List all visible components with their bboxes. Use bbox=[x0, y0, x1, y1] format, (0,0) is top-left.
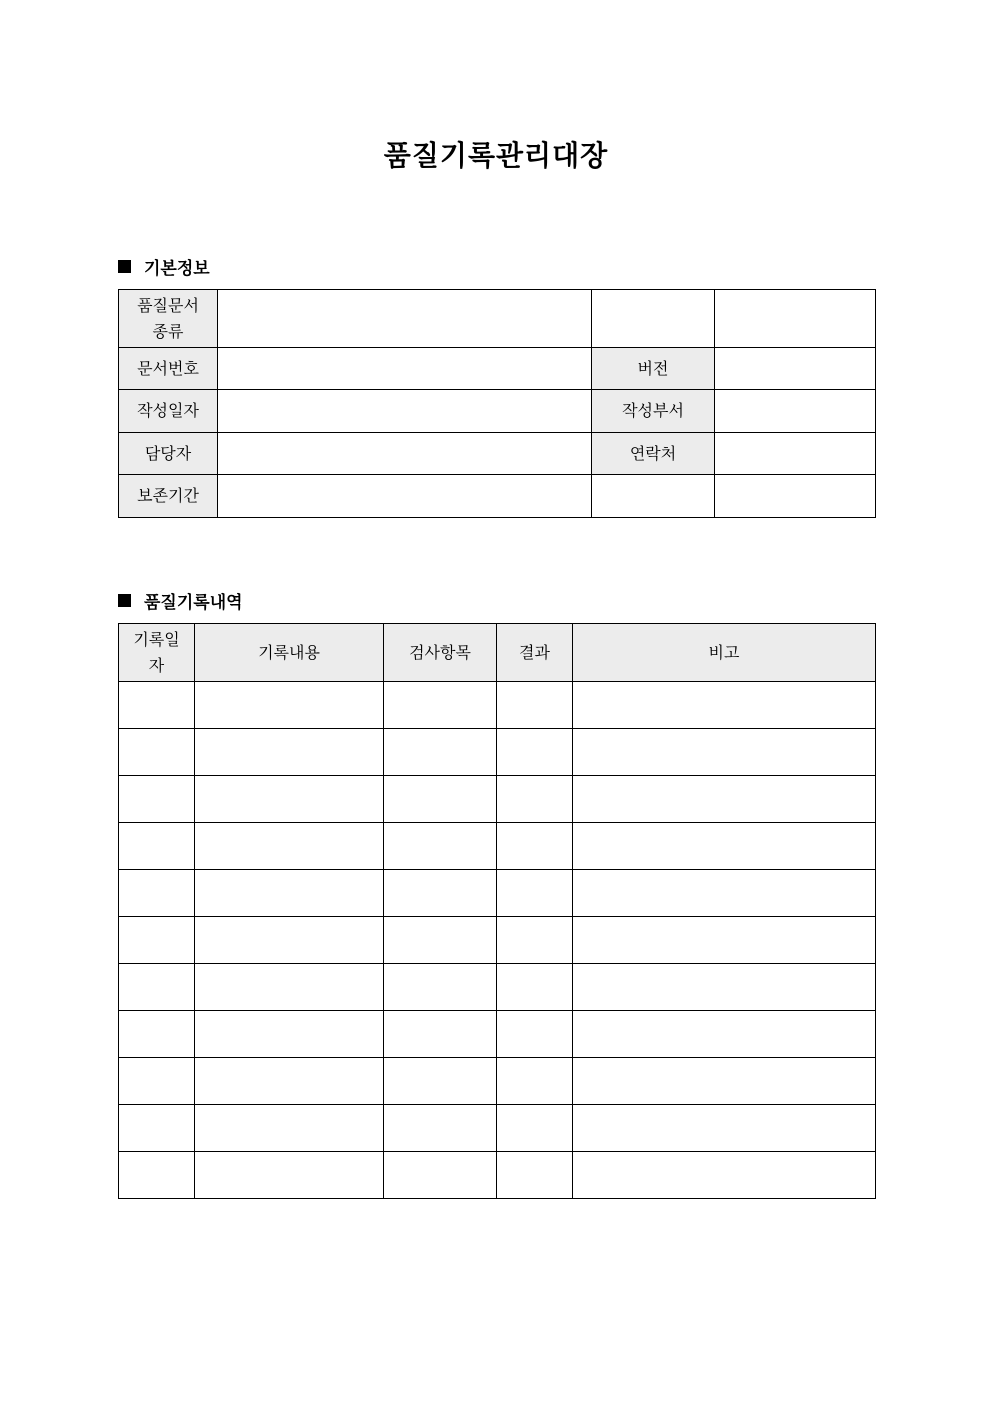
cell-remarks[interactable] bbox=[573, 1011, 876, 1058]
basic-info-label-2 bbox=[592, 475, 715, 518]
cell-result[interactable] bbox=[497, 682, 573, 729]
column-header-date bbox=[119, 624, 195, 682]
cell-remarks[interactable] bbox=[573, 729, 876, 776]
table-row bbox=[119, 776, 876, 823]
cell-result[interactable] bbox=[497, 964, 573, 1011]
cell-remarks[interactable] bbox=[573, 1152, 876, 1199]
table-row bbox=[119, 729, 876, 776]
cell-result[interactable] bbox=[497, 917, 573, 964]
column-header-inspection-item: 검사항목 bbox=[384, 624, 497, 682]
cell-date[interactable] bbox=[119, 1011, 195, 1058]
cell-date[interactable] bbox=[119, 729, 195, 776]
cell-date[interactable] bbox=[119, 870, 195, 917]
basic-info-heading bbox=[118, 254, 210, 279]
cell-result[interactable] bbox=[497, 823, 573, 870]
basic-info-label-2 bbox=[592, 290, 715, 348]
cell-date[interactable] bbox=[119, 964, 195, 1011]
cell-result[interactable] bbox=[497, 1105, 573, 1152]
basic-info-heading-text: 기본정보 bbox=[144, 259, 210, 279]
basic-info-label: 작성일자 bbox=[119, 390, 218, 433]
basic-info-label: 보존기간 bbox=[119, 475, 218, 518]
cell-content[interactable] bbox=[195, 870, 384, 917]
table-row bbox=[119, 1152, 876, 1199]
cell-inspection-item[interactable] bbox=[384, 964, 497, 1011]
basic-info-label-2: 작성부서 bbox=[592, 390, 715, 433]
cell-inspection-item[interactable] bbox=[384, 1152, 497, 1199]
basic-info-value[interactable] bbox=[218, 433, 592, 475]
basic-info-label: 담당자 bbox=[119, 433, 218, 475]
table-row bbox=[119, 964, 876, 1011]
square-bullet-icon bbox=[118, 594, 131, 607]
cell-date[interactable] bbox=[119, 1152, 195, 1199]
table-row bbox=[119, 1105, 876, 1152]
cell-remarks[interactable] bbox=[573, 1105, 876, 1152]
cell-remarks[interactable] bbox=[573, 964, 876, 1011]
column-header-content: 기록내용 bbox=[195, 624, 384, 682]
cell-content[interactable] bbox=[195, 823, 384, 870]
basic-info-value[interactable] bbox=[218, 290, 592, 348]
basic-info-label bbox=[119, 290, 218, 348]
cell-result[interactable] bbox=[497, 729, 573, 776]
basic-info-value[interactable] bbox=[218, 390, 592, 433]
cell-inspection-item[interactable] bbox=[384, 682, 497, 729]
square-bullet-icon bbox=[118, 260, 131, 273]
cell-content[interactable] bbox=[195, 964, 384, 1011]
cell-inspection-item[interactable] bbox=[384, 776, 497, 823]
cell-remarks[interactable] bbox=[573, 870, 876, 917]
label-text: 품질문서 종류 bbox=[137, 295, 199, 341]
cell-date[interactable] bbox=[119, 917, 195, 964]
cell-content[interactable] bbox=[195, 1152, 384, 1199]
cell-inspection-item[interactable] bbox=[384, 823, 497, 870]
column-header-remarks: 비고 bbox=[573, 624, 876, 682]
cell-content[interactable] bbox=[195, 1011, 384, 1058]
cell-result[interactable] bbox=[497, 1011, 573, 1058]
table-row bbox=[119, 1058, 876, 1105]
basic-info-value[interactable] bbox=[218, 348, 592, 390]
basic-info-row bbox=[119, 433, 876, 475]
basic-info-row bbox=[119, 348, 876, 390]
table-row bbox=[119, 870, 876, 917]
basic-info-label: 문서번호 bbox=[119, 348, 218, 390]
cell-inspection-item[interactable] bbox=[384, 917, 497, 964]
cell-date[interactable] bbox=[119, 682, 195, 729]
cell-content[interactable] bbox=[195, 729, 384, 776]
records-header-row bbox=[119, 624, 876, 682]
cell-result[interactable] bbox=[497, 1058, 573, 1105]
cell-content[interactable] bbox=[195, 1058, 384, 1105]
basic-info-row bbox=[119, 390, 876, 433]
cell-remarks[interactable] bbox=[573, 917, 876, 964]
column-header-result: 결과 bbox=[497, 624, 573, 682]
table-row bbox=[119, 1011, 876, 1058]
cell-date[interactable] bbox=[119, 776, 195, 823]
cell-content[interactable] bbox=[195, 776, 384, 823]
cell-inspection-item[interactable] bbox=[384, 1058, 497, 1105]
cell-remarks[interactable] bbox=[573, 1058, 876, 1105]
table-row bbox=[119, 917, 876, 964]
cell-remarks[interactable] bbox=[573, 776, 876, 823]
basic-info-label-2: 버전 bbox=[592, 348, 715, 390]
cell-remarks[interactable] bbox=[573, 682, 876, 729]
table-row bbox=[119, 823, 876, 870]
cell-inspection-item[interactable] bbox=[384, 1105, 497, 1152]
page-title: 품질기록관리대장 bbox=[383, 139, 609, 172]
basic-info-row bbox=[119, 475, 876, 518]
basic-info-value[interactable] bbox=[218, 475, 592, 518]
cell-date[interactable] bbox=[119, 823, 195, 870]
basic-info-value-2[interactable] bbox=[715, 390, 876, 433]
basic-info-value-2[interactable] bbox=[715, 433, 876, 475]
column-header-date-text: 기록일자 bbox=[133, 629, 180, 675]
basic-info-label-2: 연락처 bbox=[592, 433, 715, 475]
cell-content[interactable] bbox=[195, 1105, 384, 1152]
basic-info-value-2[interactable] bbox=[715, 475, 876, 518]
cell-inspection-item[interactable] bbox=[384, 1011, 497, 1058]
cell-date[interactable] bbox=[119, 1058, 195, 1105]
cell-inspection-item[interactable] bbox=[384, 729, 497, 776]
basic-info-row bbox=[119, 290, 876, 348]
records-heading-text: 품질기록내역 bbox=[144, 593, 243, 613]
cell-content[interactable] bbox=[195, 682, 384, 729]
basic-info-value-2[interactable] bbox=[715, 348, 876, 390]
cell-date[interactable] bbox=[119, 1105, 195, 1152]
records-heading bbox=[118, 588, 243, 613]
cell-result[interactable] bbox=[497, 870, 573, 917]
basic-info-table bbox=[118, 289, 876, 518]
table-row bbox=[119, 682, 876, 729]
cell-content[interactable] bbox=[195, 917, 384, 964]
cell-inspection-item[interactable] bbox=[384, 870, 497, 917]
basic-info-value-2[interactable] bbox=[715, 290, 876, 348]
cell-result[interactable] bbox=[497, 776, 573, 823]
cell-result[interactable] bbox=[497, 1152, 573, 1199]
cell-remarks[interactable] bbox=[573, 823, 876, 870]
records-table bbox=[118, 623, 876, 1199]
